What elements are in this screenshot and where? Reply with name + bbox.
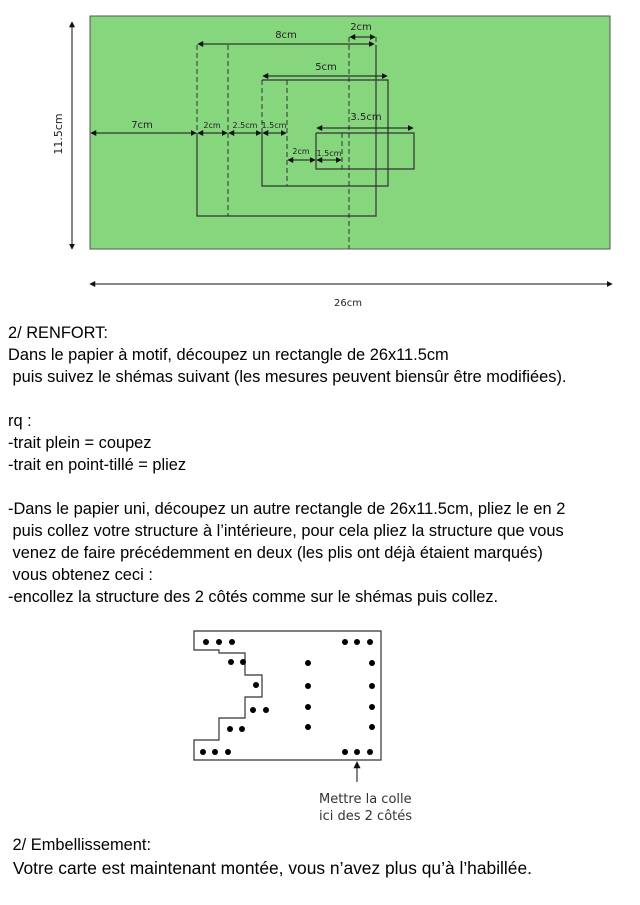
- embellissement-text: Votre carte est maintenant montée, vous n’avez plus qu’à l’habillée.: [8, 858, 532, 878]
- renfort-line-0: 2/ RENFORT:: [8, 324, 108, 342]
- renfort-line-6: -trait en point-tillé = pliez: [8, 456, 187, 474]
- renfort-line-10: venez de faire précédemment en deux (les plis ont déjà étaient marqués): [8, 544, 543, 562]
- folded-structure-outline: [194, 631, 381, 760]
- glue-dots: [200, 639, 375, 755]
- glue-caption-line1: Mettre la colle: [319, 792, 412, 807]
- renfort-line-12: -encollez la structure des 2 côtés comme sur le shémas puis collez.: [8, 588, 499, 606]
- dim-8cm: 8cm: [275, 30, 297, 41]
- dim-1-5cm-b: 1.5cm: [316, 149, 342, 158]
- dim-2cm-a: 2cm: [203, 121, 221, 130]
- dim-1-5cm-a: 1.5cm: [261, 121, 287, 130]
- width-label: 26cm: [334, 298, 362, 309]
- dim-2-5cm: 2.5cm: [232, 121, 258, 130]
- glue-caption: [319, 791, 412, 825]
- renfort-line-11: vous obtenez ceci :: [8, 566, 153, 584]
- glue-caption-line2: ici des 2 côtés: [319, 809, 413, 824]
- dim-2cm-b: 2cm: [292, 147, 310, 156]
- renfort-line-8: -Dans le papier uni, découpez un autre rectangle de 26x11.5cm, pliez le en 2: [8, 500, 566, 518]
- height-label: 11.5cm: [52, 113, 65, 155]
- dim-2cm-top: 2cm: [350, 22, 372, 33]
- renfort-line-4: rq :: [8, 412, 32, 430]
- dim-5cm: 5cm: [315, 62, 337, 73]
- renfort-line-1: Dans le papier à motif, découpez un rectangle de 26x11.5cm: [8, 346, 449, 364]
- renfort-line-2: puis suivez le shémas suivant (les mesures peuvent biensûr être modifiées).: [8, 368, 567, 386]
- dim-3-5cm: 3.5cm: [350, 112, 382, 123]
- embellissement-title: 2/ Embellissement:: [8, 836, 152, 854]
- dim-7cm: 7cm: [131, 120, 153, 131]
- renfort-line-9: puis collez votre structure à l’intérieure, pour cela pliez la structure que vous: [8, 522, 564, 540]
- cutting-diagram: [0, 0, 640, 320]
- renfort-line-5: -trait plein = coupez: [8, 434, 152, 452]
